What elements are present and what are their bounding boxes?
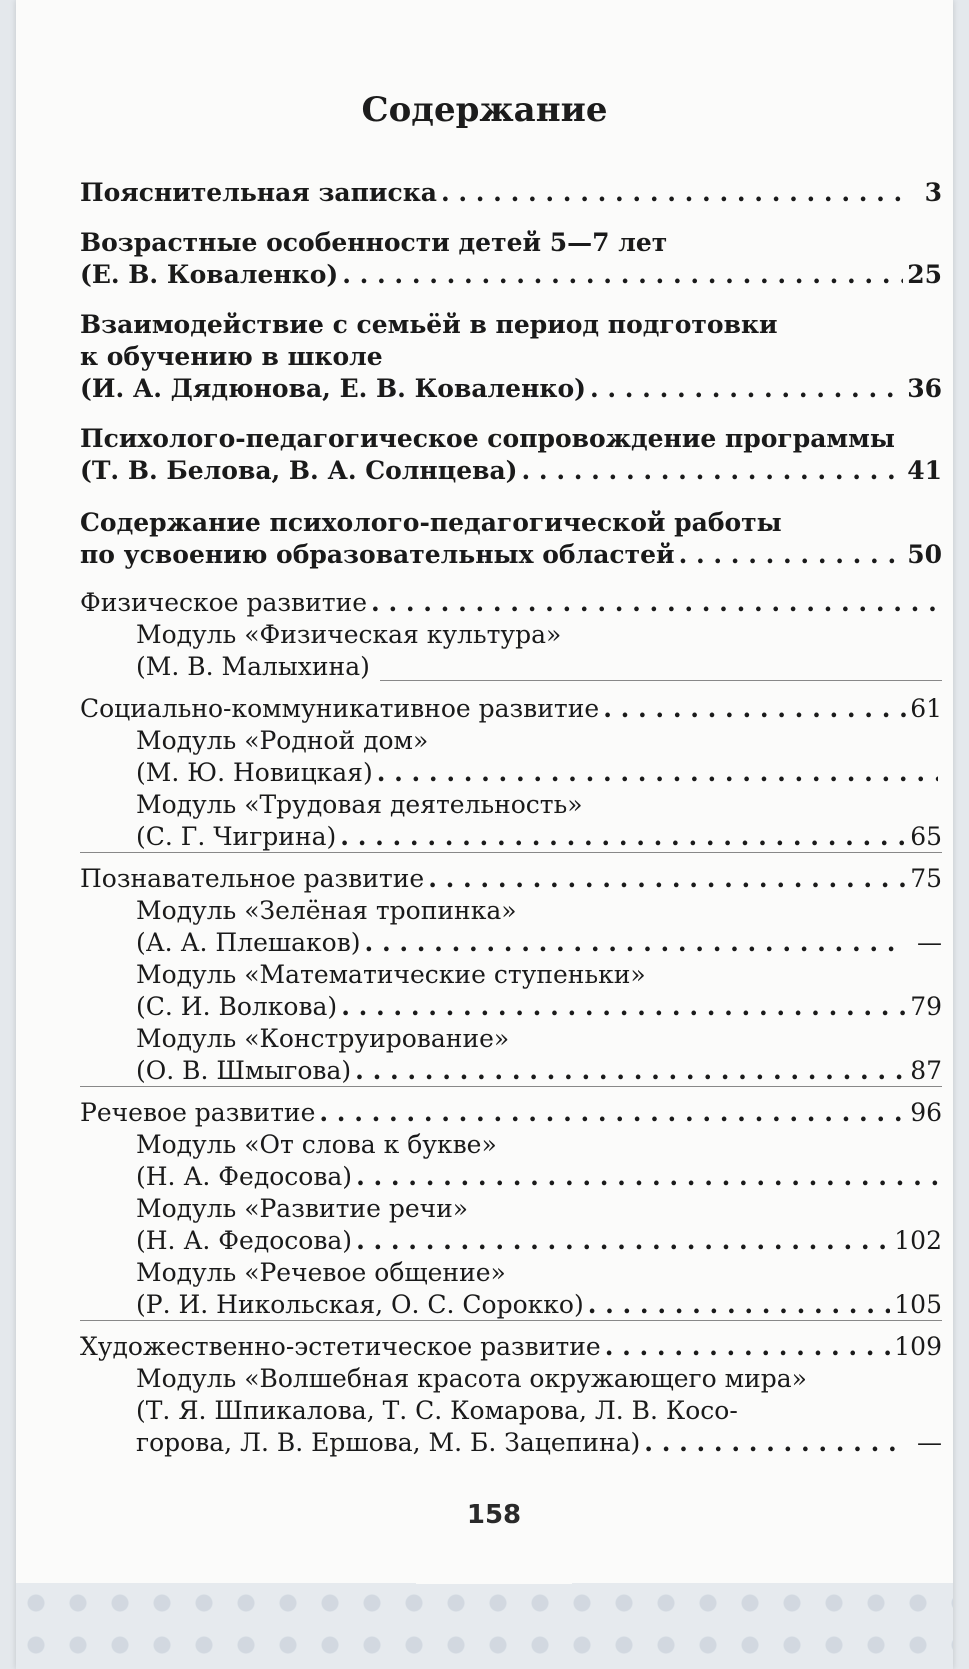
toc-entry <box>136 958 942 992</box>
toc-entry <box>80 538 942 572</box>
toc-entry-text: (Р. И. Никольская, О. С. Сорокко) <box>136 1290 584 1319</box>
toc-entry <box>80 506 942 540</box>
toc-entry <box>136 1128 942 1162</box>
toc-entry-page: 3 <box>924 178 942 207</box>
toc-entry-page: 65 <box>910 822 942 851</box>
toc-entry-text: Познавательное развитие <box>80 864 425 893</box>
dot-leader <box>522 454 904 488</box>
toc-entry <box>136 1160 942 1194</box>
toc-entry <box>136 820 942 854</box>
toc-entry <box>136 1362 942 1396</box>
toc-entry <box>80 862 942 896</box>
toc-entry-page: 96 <box>910 1098 942 1127</box>
toc-entry-text: (М. Ю. Новицкая) <box>136 758 373 787</box>
toc-entry <box>80 1330 942 1364</box>
dot-leader <box>319 1096 906 1130</box>
dot-leader <box>441 176 906 210</box>
dot-leader <box>377 756 938 790</box>
toc-entry <box>80 422 942 456</box>
toc-entry-text: (Е. В. Коваленко) <box>80 260 339 289</box>
toc-entry-text: (А. А. Плешаков) <box>136 928 361 957</box>
toc-entry <box>80 586 942 620</box>
toc-entry <box>136 1192 942 1226</box>
toc-entry <box>80 226 942 260</box>
toc-entry <box>80 258 942 292</box>
toc-entry <box>136 756 942 790</box>
toc-entry-page: 36 <box>907 374 942 403</box>
toc-entry-text: (М. В. Малыхина) <box>136 652 370 681</box>
toc-entry-page: 109 <box>894 1332 942 1361</box>
dot-leader <box>590 372 903 406</box>
toc-entry <box>80 454 942 488</box>
toc-entry-text: Взаимодействие с семьёй в период подготовки <box>80 310 778 339</box>
page-title: Содержание <box>361 90 608 130</box>
dot-leader <box>603 692 906 726</box>
toc-entry <box>136 1394 942 1428</box>
toc-entry-text: Модуль «Математические ступеньки» <box>136 960 646 989</box>
dot-leader <box>356 1160 938 1194</box>
dot-leader <box>605 1330 891 1364</box>
toc-entry <box>136 618 942 652</box>
toc-entry-text: Психолого-педагогическое сопровождение программы <box>80 424 895 453</box>
toc-entry-text: Пояснительная записка <box>80 178 437 207</box>
dot-leader <box>356 1224 890 1258</box>
toc-entry-text: Физическое развитие <box>80 588 368 617</box>
dot-leader <box>342 258 903 292</box>
toc-entry-text: (Т. В. Белова, В. А. Солнцева) <box>80 456 518 485</box>
toc-entry <box>136 1256 942 1290</box>
toc-entry <box>136 1288 942 1322</box>
toc-entry <box>136 1054 942 1088</box>
toc-entry-text: (Н. А. Федосова) <box>136 1162 353 1191</box>
toc-entry-text: горова, Л. В. Ершова, М. Б. Зацепина) <box>136 1428 641 1457</box>
dot-leader <box>644 1426 906 1460</box>
toc-entry-page: 25 <box>907 260 942 289</box>
toc-entry-text: к обучению в школе <box>80 342 383 371</box>
toc-entry <box>80 692 942 726</box>
toc-entry-page: 102 <box>894 1226 942 1255</box>
toc-entry-text: Модуль «Конструирование» <box>136 1024 510 1053</box>
dot-leader <box>371 586 938 620</box>
toc-entry-page: — <box>917 1428 942 1457</box>
toc-entry <box>136 1426 942 1460</box>
toc-entry-text: (С. Г. Чигрина) <box>136 822 337 851</box>
book-page <box>16 0 953 1669</box>
toc-entry <box>136 724 942 758</box>
toc-entry <box>136 1022 942 1056</box>
toc-entry-text: Содержание психолого-педагогической работы <box>80 508 782 537</box>
toc-entry-text: Модуль «Речевое общение» <box>136 1258 506 1287</box>
divider-line <box>380 680 942 681</box>
toc-entry-text: Возрастные особенности детей 5—7 лет <box>80 228 668 257</box>
divider-line <box>80 852 942 853</box>
toc-entry-text: Речевое развитие <box>80 1098 316 1127</box>
toc-entry <box>80 308 942 342</box>
toc-entry-page: 79 <box>910 992 942 1021</box>
toc-entry-text: (Т. Я. Шпикалова, Т. С. Комарова, Л. В. Косо- <box>136 1396 738 1425</box>
toc-entry-page: 105 <box>894 1290 942 1319</box>
dot-leader <box>341 990 906 1024</box>
toc-entry <box>136 1224 942 1258</box>
toc-entry-text: (Н. А. Федосова) <box>136 1226 353 1255</box>
toc-entry <box>136 926 942 960</box>
toc-entry-text: Модуль «Зелёная тропинка» <box>136 896 517 925</box>
toc-entry <box>80 176 942 210</box>
toc-entry-text: Художественно-эстетическое развитие <box>80 1332 601 1361</box>
toc-entry-text: по усвоению образовательных областей <box>80 540 675 569</box>
decorative-pattern-band <box>16 1583 953 1669</box>
toc-entry-text: (С. И. Волкова) <box>136 992 338 1021</box>
toc-entry-text: Модуль «Физическая культура» <box>136 620 562 649</box>
toc-entry <box>80 372 942 406</box>
dot-leader <box>428 862 906 896</box>
dot-leader <box>355 1054 906 1088</box>
toc-entry-text: Модуль «Волшебная красота окружающего мира» <box>136 1364 807 1393</box>
toc-entry-text: (О. В. Шмыгова) <box>136 1056 352 1085</box>
toc-entry-text: Модуль «Развитие речи» <box>136 1194 469 1223</box>
toc-entry <box>136 990 942 1024</box>
toc-entry-page: 87 <box>910 1056 942 1085</box>
dot-leader <box>365 926 906 960</box>
toc-entry <box>136 788 942 822</box>
toc-entry-text: Социально-коммуникативное развитие <box>80 694 600 723</box>
toc-entry-page: 50 <box>907 540 942 569</box>
toc-entry <box>80 1096 942 1130</box>
toc-entry-page: 61 <box>910 694 942 723</box>
toc-entry <box>80 340 942 374</box>
toc-entry-page: 41 <box>907 456 942 485</box>
toc-entry-page: — <box>917 928 942 957</box>
toc-entry-page: 75 <box>910 864 942 893</box>
divider-line <box>80 1086 942 1087</box>
toc-entry-text: (И. А. Дядюнова, Е. В. Коваленко) <box>80 374 586 403</box>
toc-entry-text: Модуль «Трудовая деятельность» <box>136 790 583 819</box>
page-number: 158 <box>466 1500 522 1530</box>
divider-line <box>80 1320 942 1321</box>
dot-leader <box>679 538 904 572</box>
toc-entry <box>136 650 942 684</box>
toc-entry-text: Модуль «Родной дом» <box>136 726 429 755</box>
dot-leader <box>340 820 906 854</box>
toc-entry <box>136 894 942 928</box>
toc-entry-text: Модуль «От слова к букве» <box>136 1130 497 1159</box>
dot-leader <box>588 1288 891 1322</box>
